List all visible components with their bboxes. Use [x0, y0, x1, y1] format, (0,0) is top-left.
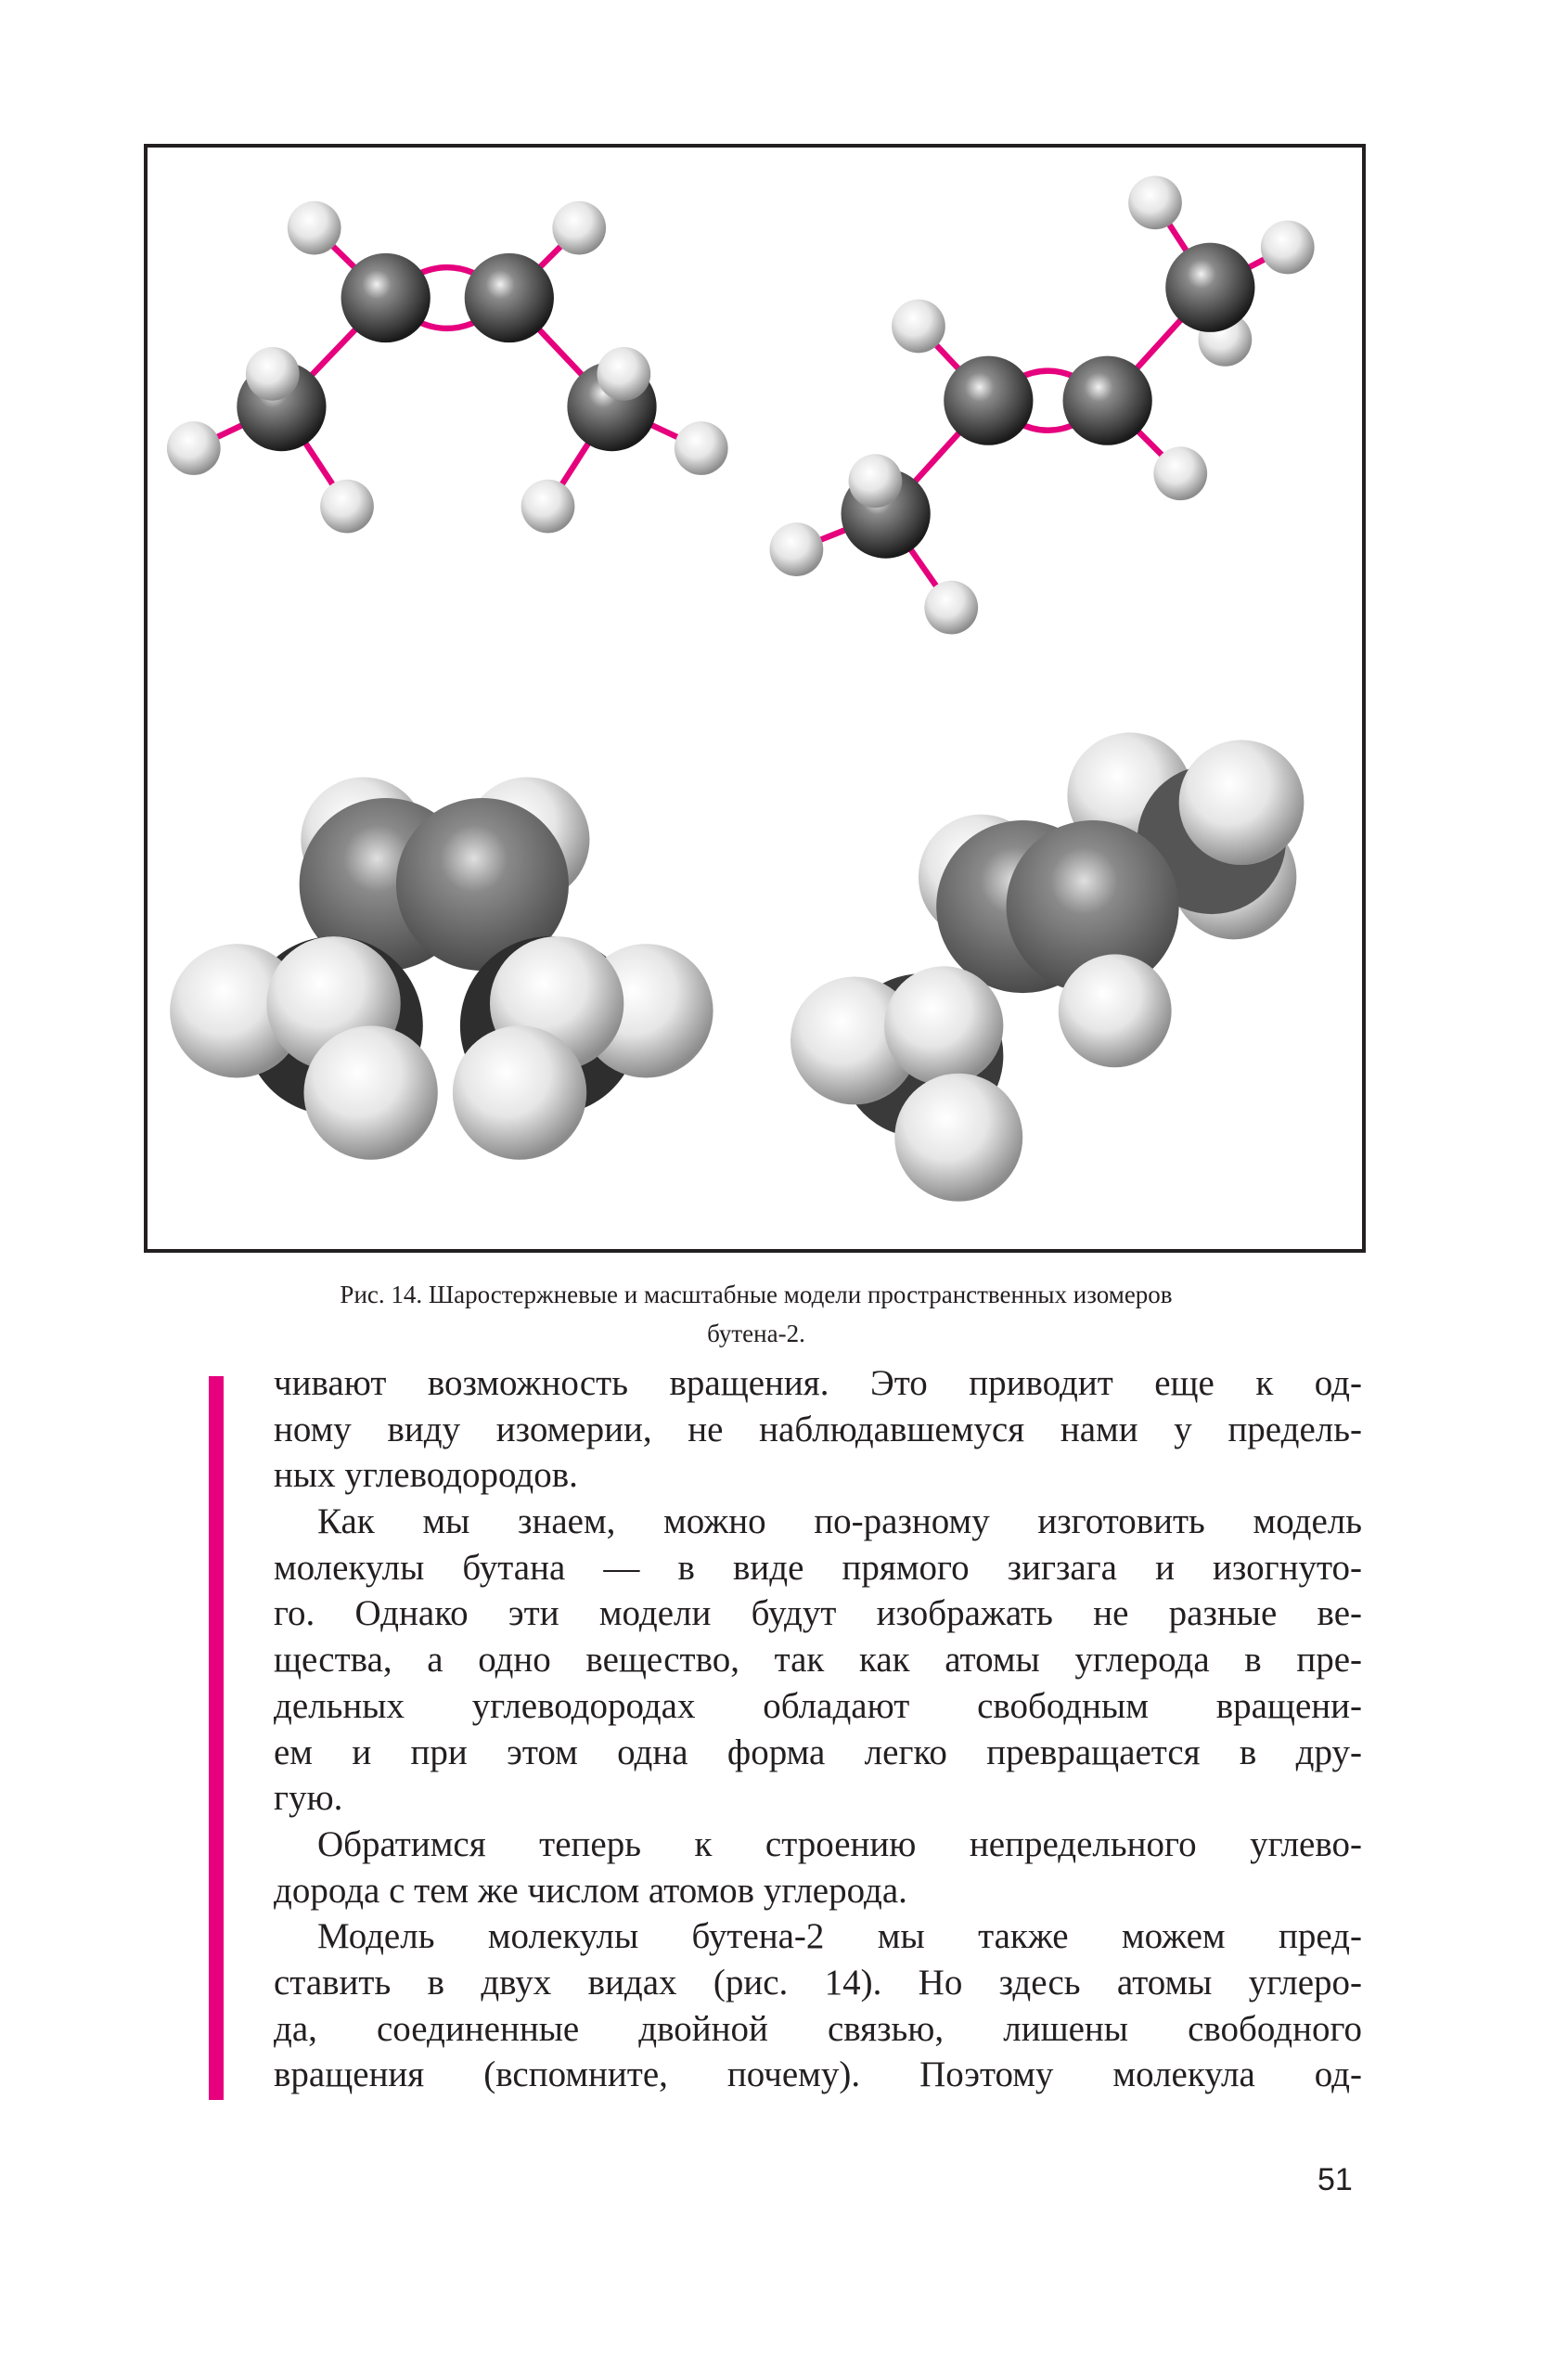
text-line: вращения (вспомните, почему). Поэтому молекула од- [274, 2054, 1362, 2095]
text-line: Как мы знаем, можно по-разному изготовить модель [317, 1501, 1362, 1542]
caption-line: Рис. 14. Шаростержневые и масштабные модели пространственных изомеров [340, 1281, 1173, 1308]
text-line: ставить в двух видах (рис. 14). Но здесь атомы углеро- [274, 1962, 1362, 2003]
body-text [274, 1360, 1362, 2098]
margin-highlight-bar [209, 1376, 224, 2100]
figure-caption [158, 1275, 1355, 1353]
figure-butene-2-models [144, 144, 1366, 1253]
caption-line: бутена-2. [707, 1320, 805, 1347]
text-line: дорода с тем же числом атомов углерода. [274, 1870, 907, 1911]
text-line: чивают возможность вращения. Это приводит еще к од- [274, 1363, 1362, 1403]
text-line: ем и при этом одна форма легко превращается в дру- [274, 1732, 1362, 1772]
molecule-illustration [148, 148, 1362, 1249]
cis-space-filling-model [170, 778, 713, 1160]
text-line: го. Однако эти модели будут изображать не разные ве- [274, 1593, 1362, 1634]
text-line: Модель молекулы бутена-2 мы также можем пред- [317, 1916, 1362, 1957]
text-line: Обратимся теперь к строению непредельного углево- [317, 1823, 1362, 1864]
text-line: ному виду изомерии, не наблюдавшемуся нами у предель- [274, 1409, 1362, 1449]
page-number: 51 [1317, 2162, 1353, 2197]
text-line: дельных углеводородах обладают свободным вращени- [274, 1685, 1362, 1726]
text-line: гую. [274, 1778, 343, 1819]
trans-space-filling-model [790, 732, 1304, 1201]
text-line: щества, а одно вещество, так как атомы углерода в пре- [274, 1640, 1362, 1681]
text-line: молекулы бутана — в виде прямого зигзага и изогнуто- [274, 1547, 1362, 1588]
text-line: да, соединенные двойной связью, лишены свободного [274, 2008, 1362, 2049]
text-line: ных углеводородов. [274, 1455, 578, 1496]
